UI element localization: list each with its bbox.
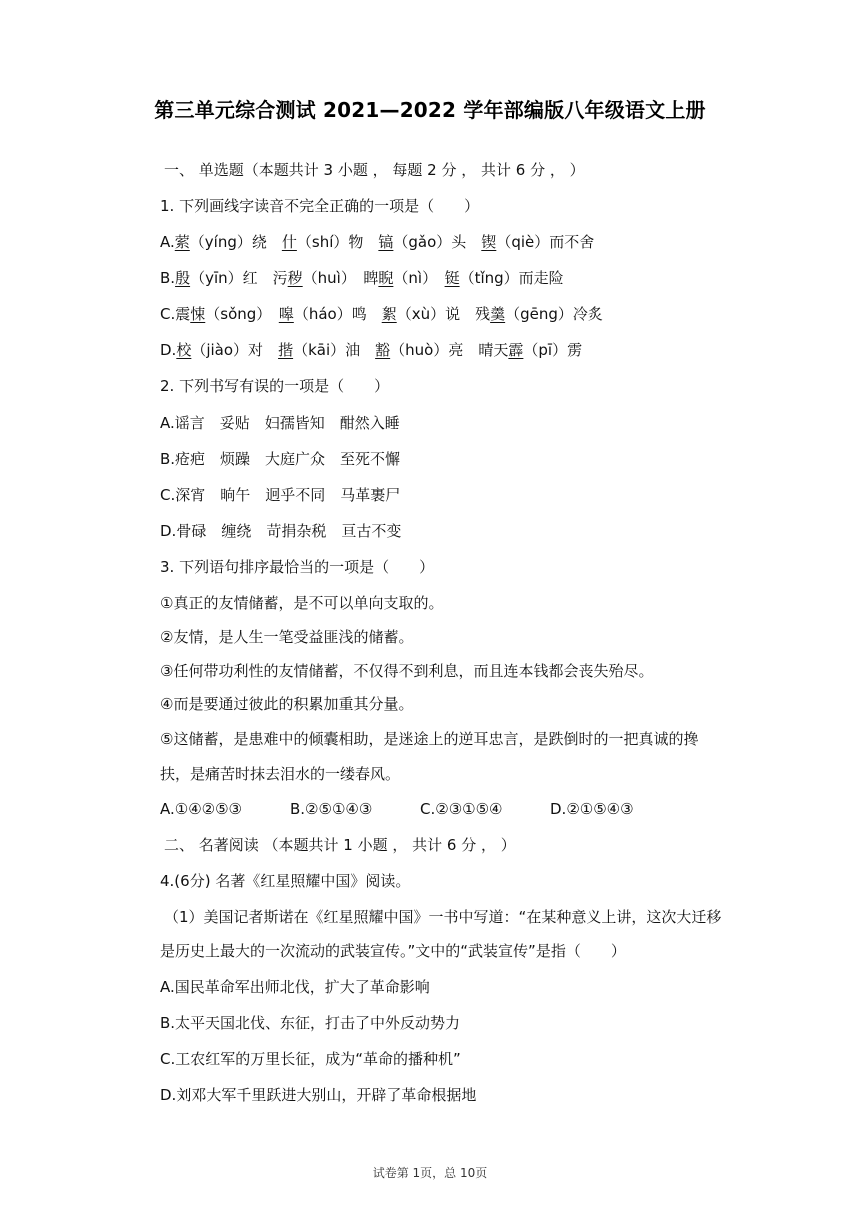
question-3-sentence-5: ⑤这储蓄，是患难中的倾囊相助，是迷途上的逆耳忠言，是跌倒时的一把真诚的搀 xyxy=(160,730,699,748)
question-3-option-c: C.②③①⑤④ xyxy=(420,800,503,818)
page-title: 第三单元综合测试 2021—2022 学年部编版八年级语文上册 xyxy=(154,98,706,122)
question-4-part-1-cont: 是历史上最大的一次流动的武装宣传。”文中的“武装宣传”是指（ ） xyxy=(160,942,626,960)
question-2-option-a: A.谣言 妥贴 妇孺皆知 酣然入睡 xyxy=(160,414,400,432)
question-3-sentence-4: ④而是要通过彼此的积累加重其分量。 xyxy=(160,695,414,713)
question-4-option-b: B.太平天国北伐、东征，打击了中外反动势力 xyxy=(160,1014,461,1032)
section-heading-2: 二、 名著阅读 （本题共计 1 小题 ， 共计 6 分 ， ） xyxy=(164,836,516,854)
question-1-stem: 1. 下列画线字读音不完全正确的一项是（ ） xyxy=(160,197,480,215)
question-4-option-d: D.刘邓大军千里跃进大别山，开辟了革命根据地 xyxy=(160,1086,477,1104)
question-1-option-b: B.殷（yīn）红 污秽（huì） 睥睨（nì） 铤（tǐng）而走险 xyxy=(160,269,564,287)
question-2-option-b: B.疮疤 烦躁 大庭广众 至死不懈 xyxy=(160,450,401,468)
question-4-option-c: C.工农红军的万里长征，成为“革命的播种机” xyxy=(160,1050,461,1068)
question-3-sentence-3: ③任何带功利性的友情储蓄，不仅得不到利息，而且连本钱都会丧失殆尽。 xyxy=(160,662,654,680)
question-4-part-1: （1）美国记者斯诺在《红星照耀中国》一书中写道：“在某种意义上讲，这次大迁移 xyxy=(164,908,722,926)
question-3-stem: 3. 下列语句排序最恰当的一项是（ ） xyxy=(160,558,435,576)
question-3-option-d: D.②①⑤④③ xyxy=(550,800,634,818)
question-1-option-d: D.校（jiào）对 揩（kāi）油 豁（huò）亮 晴天霹（pī）雳 xyxy=(160,341,583,359)
question-1-option-a: A.萦（yíng）绕 什（shí）物 镐（gǎo）头 锲（qiè）而不舍 xyxy=(160,233,595,251)
question-3-option-a: A.①④②⑤③ xyxy=(160,800,243,818)
section-heading-1: 一、 单选题（本题共计 3 小题 ， 每题 2 分 ， 共计 6 分 ， ） xyxy=(164,161,585,179)
question-2-option-d: D.骨碌 缠绕 苛捐杂税 亘古不变 xyxy=(160,522,402,540)
question-3-option-b: B.②⑤①④③ xyxy=(290,800,373,818)
question-3-sentence-5-cont: 扶，是痛苦时抹去泪水的一缕春风。 xyxy=(160,765,401,783)
question-4-stem: 4.(6分) 名著《红星照耀中国》阅读。 xyxy=(160,872,411,890)
question-2-option-c: C.深宵 晌午 迥乎不同 马革裹尸 xyxy=(160,486,401,504)
question-3-sentence-1: ①真正的友情储蓄，是不可以单向支取的。 xyxy=(160,594,444,612)
question-2-stem: 2. 下列书写有误的一项是（ ） xyxy=(160,377,390,395)
page-footer: 试卷第 1页，总 10页 xyxy=(372,1166,488,1180)
question-1-option-c: C.震悚（sǒng） 嗥（háo）鸣 絮（xù）说 残羹（gēng）冷炙 xyxy=(160,305,603,323)
question-3-sentence-2: ②友情，是人生一笔受益匪浅的储蓄。 xyxy=(160,628,414,646)
question-4-option-a: A.国民革命军出师北伐，扩大了革命影响 xyxy=(160,978,430,996)
